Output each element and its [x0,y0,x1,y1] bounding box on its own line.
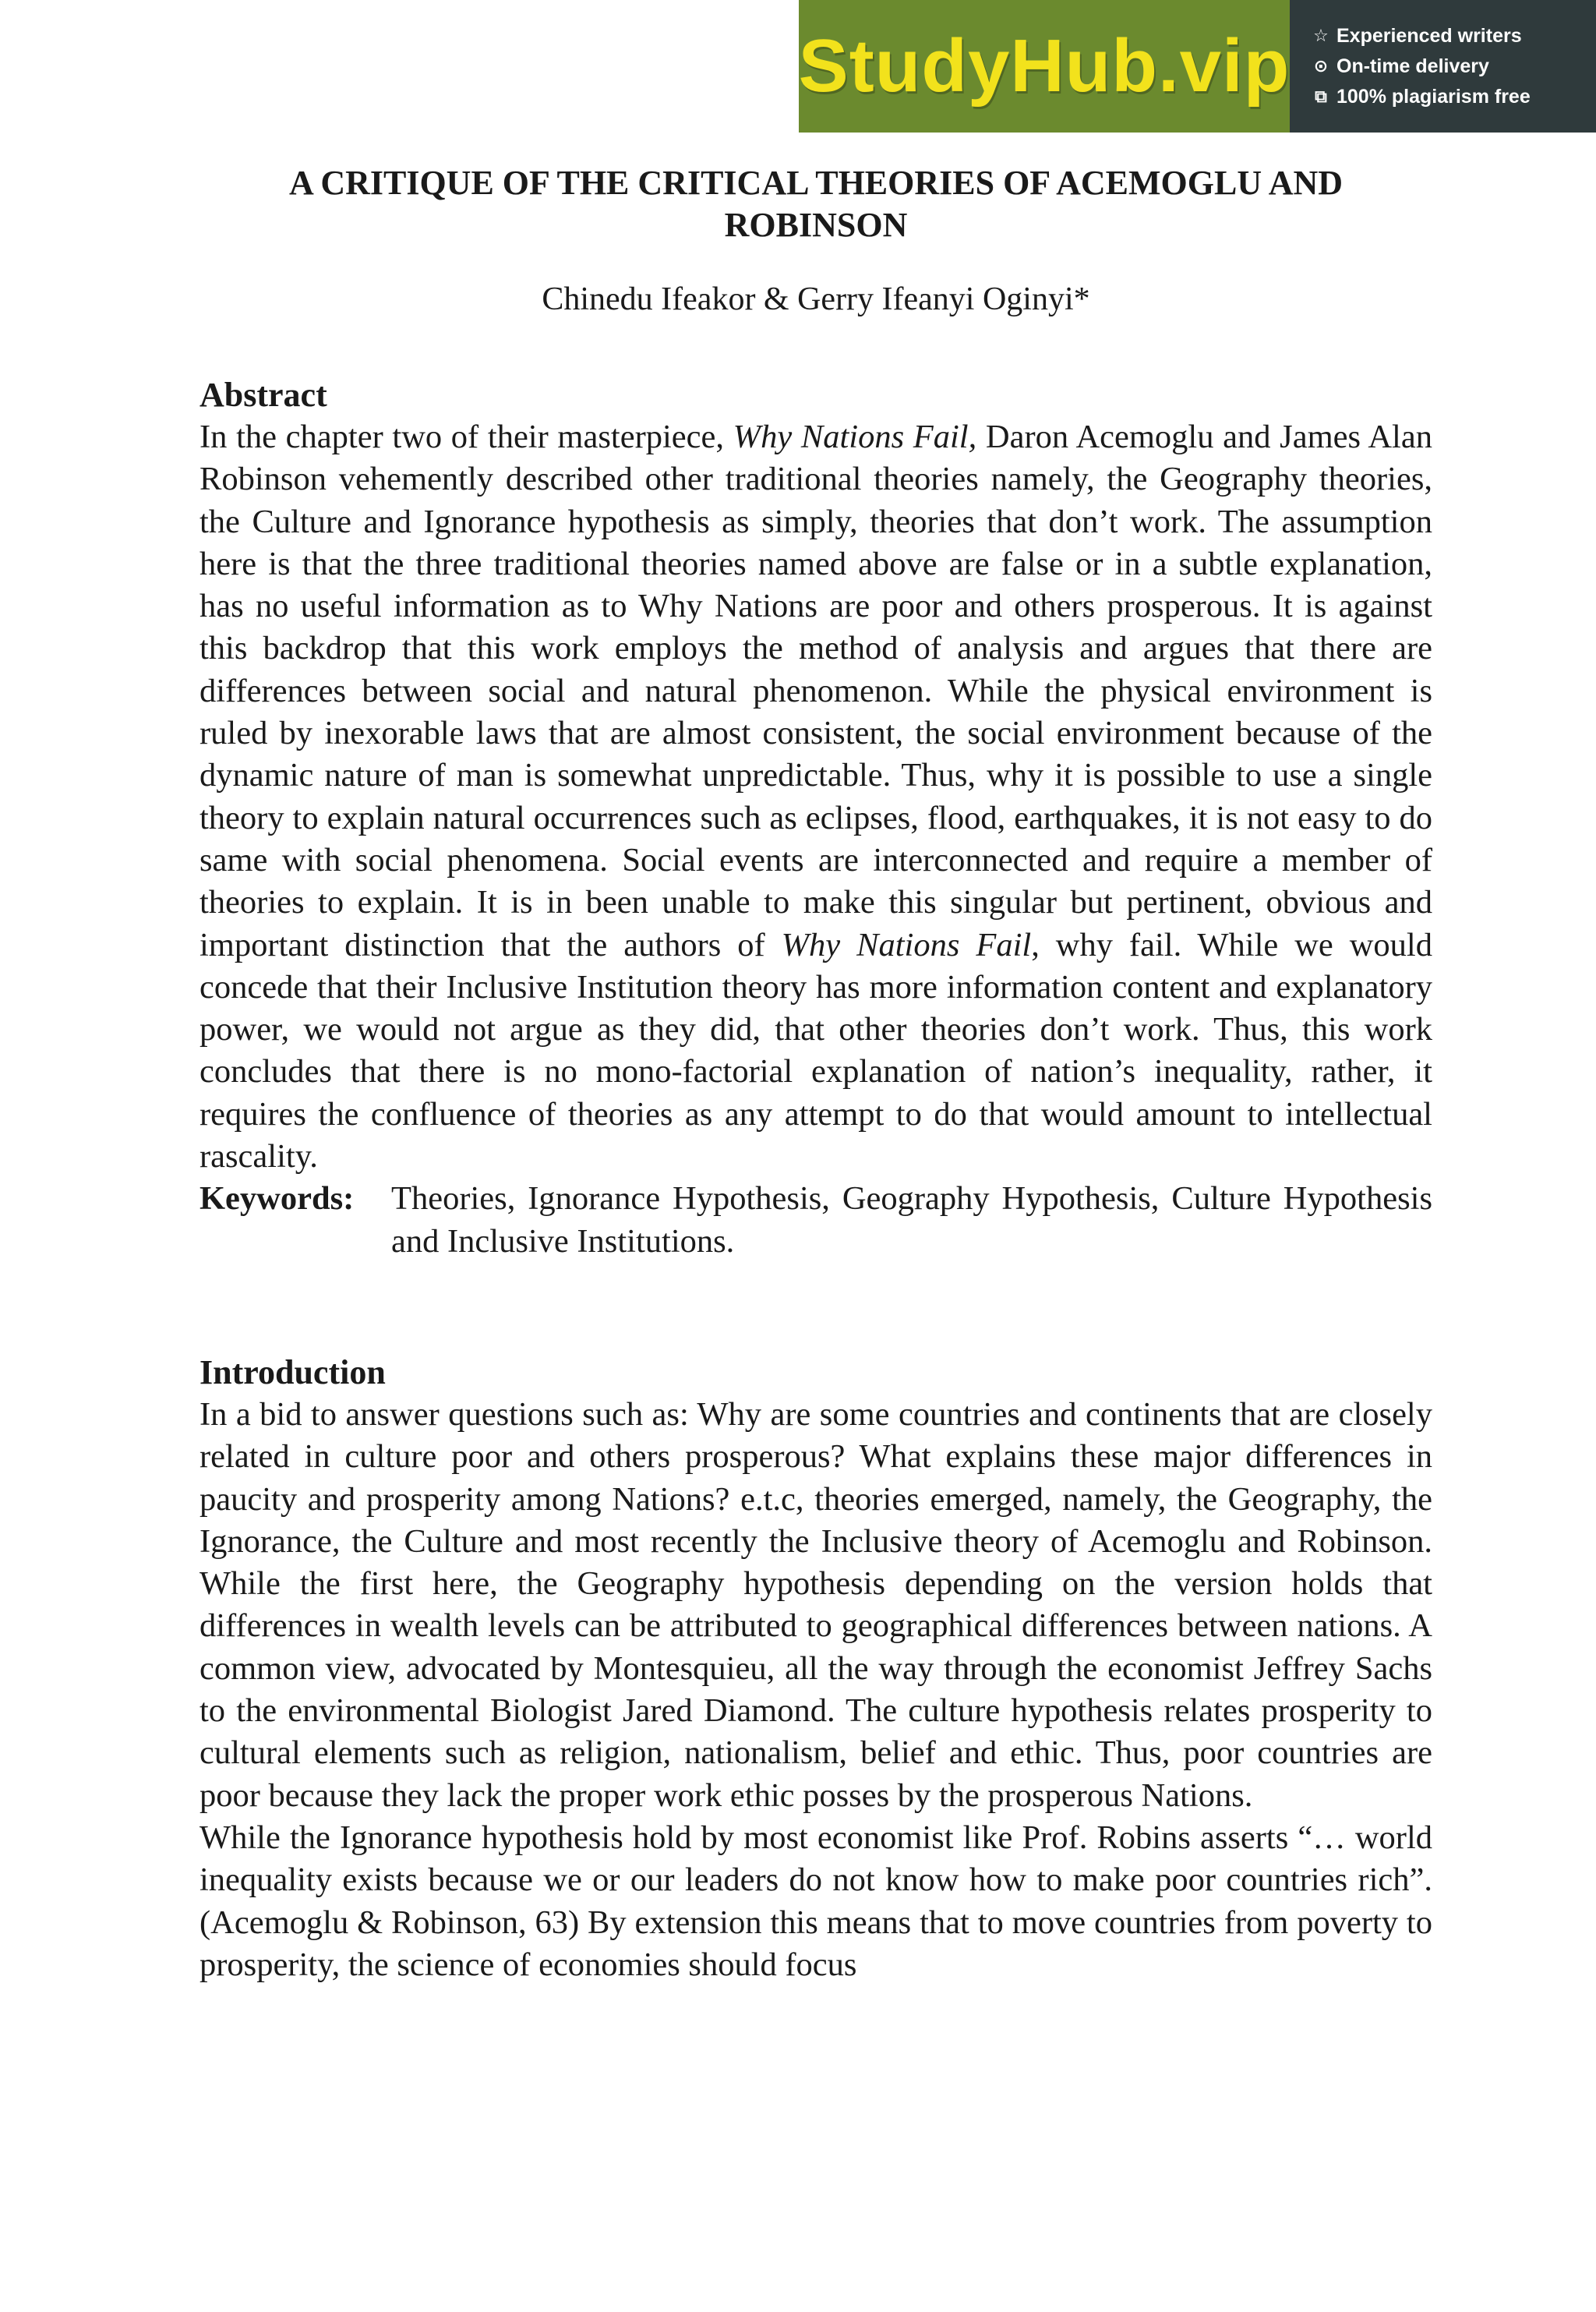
feature-on-time-delivery [1312,55,1596,78]
clock-icon: ⊙ [1313,56,1329,76]
copy-icon: ⧉ [1315,87,1327,106]
feature-label: On-time delivery [1336,55,1489,77]
introduction-paragraph-2: While the Ignorance hypothesis hold by most economist like Prof. Robins asserts “… world inequality exists because we or our leaders do not know how to make poor countries rich”. (Acemoglu & Robinson, 63) By extension this means that to move countries from poverty to prosperity, the science of economies should focus [200,1819,1432,1983]
keywords [200,1178,1432,1263]
paper-page [200,162,1432,1986]
paper-title: A CRITIQUE OF THE CRITICAL THEORIES OF ACEMOGLU AND ROBINSON [288,164,1344,244]
abstract-paragraph [200,416,1432,1178]
abstract-text-part: In the chapter two of their masterpiece, [200,419,733,455]
feature-experienced-writers [1312,25,1596,48]
feature-label: Experienced writers [1336,24,1522,47]
abstract-text-part: Daron Acemoglu and James Alan Robinson vehemently described other traditional theories namely, the Geography theories, the Culture and Ignorance hypothesis as simply, theories that don’t work. The assumption here is that the three traditional theories named above are false or in a subtle explanation, has no useful information as to Why Nations are poor and others prosperous. It is against this backdrop that this work employs the method of analysis and argues that there are differences between social and natural phenomenon. While the physical environment is ruled by inexorable laws that are almost consistent, the social environment because of the dynamic nature of man is somewhat unpredictable. Thus, why it is possible to use a single theory to explain natural occurrences such as eclipses, flood, earthquakes, it is not easy to do same with social phenomena. Social events are interconnected and require a member of theories to explain. It is in been unable to make this singular but pertinent, obvious and important distinction that the authors of [200,419,1432,963]
book-title-italic: Why Nations Fail [781,926,1032,963]
banner-features [1290,0,1596,133]
keywords-text: Theories, Ignorance Hypothesis, Geography Hypothesis, Culture Hypothesis and Inclusive Institutions. [391,1180,1432,1260]
abstract-text-part: , why fail. While we would concede that their Inclusive Institution theory has more information content and explanatory power, we would not argue as they did, that other theories don’t work. Thus, this work concludes that there is no mono-factorial explanation of nation’s inequality, rather, it requires the confluence of theories as any attempt to do that would amount to intellectual rascality. [200,926,1432,1175]
feature-label: 100% plagiarism free [1336,85,1531,108]
paper-authors: Chinedu Ifeakor & Gerry Ifeanyi Oginyi* [542,281,1090,317]
feature-plagiarism-free [1312,86,1596,108]
star-icon: ☆ [1313,26,1329,45]
studyhub-banner[interactable] [799,0,1596,133]
abstract-heading: Abstract [200,376,327,414]
keywords-label: Keywords: [200,1180,355,1218]
introduction-paragraph-1: In a bid to answer questions such as: Why are some countries and continents that are closely related in culture poor and others prosperous? What explains these major differences in paucity and prosperity among Nations? e.t.c, theories emerged, namely, the Geography, the Ignorance, the Culture and most recently the Inclusive theory of Acemoglu and Robinson. While the first here, the Geography hypothesis depending on the version holds that differences in wealth levels can be attributed to geographical differences between nations. A common view, advocated by Montesquieu, all the way through the economist Jeffrey Sachs to the environmental Biologist Jared Diamond. The culture hypothesis relates prosperity to cultural elements such as religion, nationalism, belief and ethic. Thus, poor countries are poor because they lack the proper work ethic posses by the prosperous Nations. [200,1395,1432,1814]
studyhub-logo[interactable]: StudyHub.vip [799,0,1290,133]
introduction-heading: Introduction [200,1352,386,1391]
book-title-italic: Why Nations Fail, [733,419,977,455]
